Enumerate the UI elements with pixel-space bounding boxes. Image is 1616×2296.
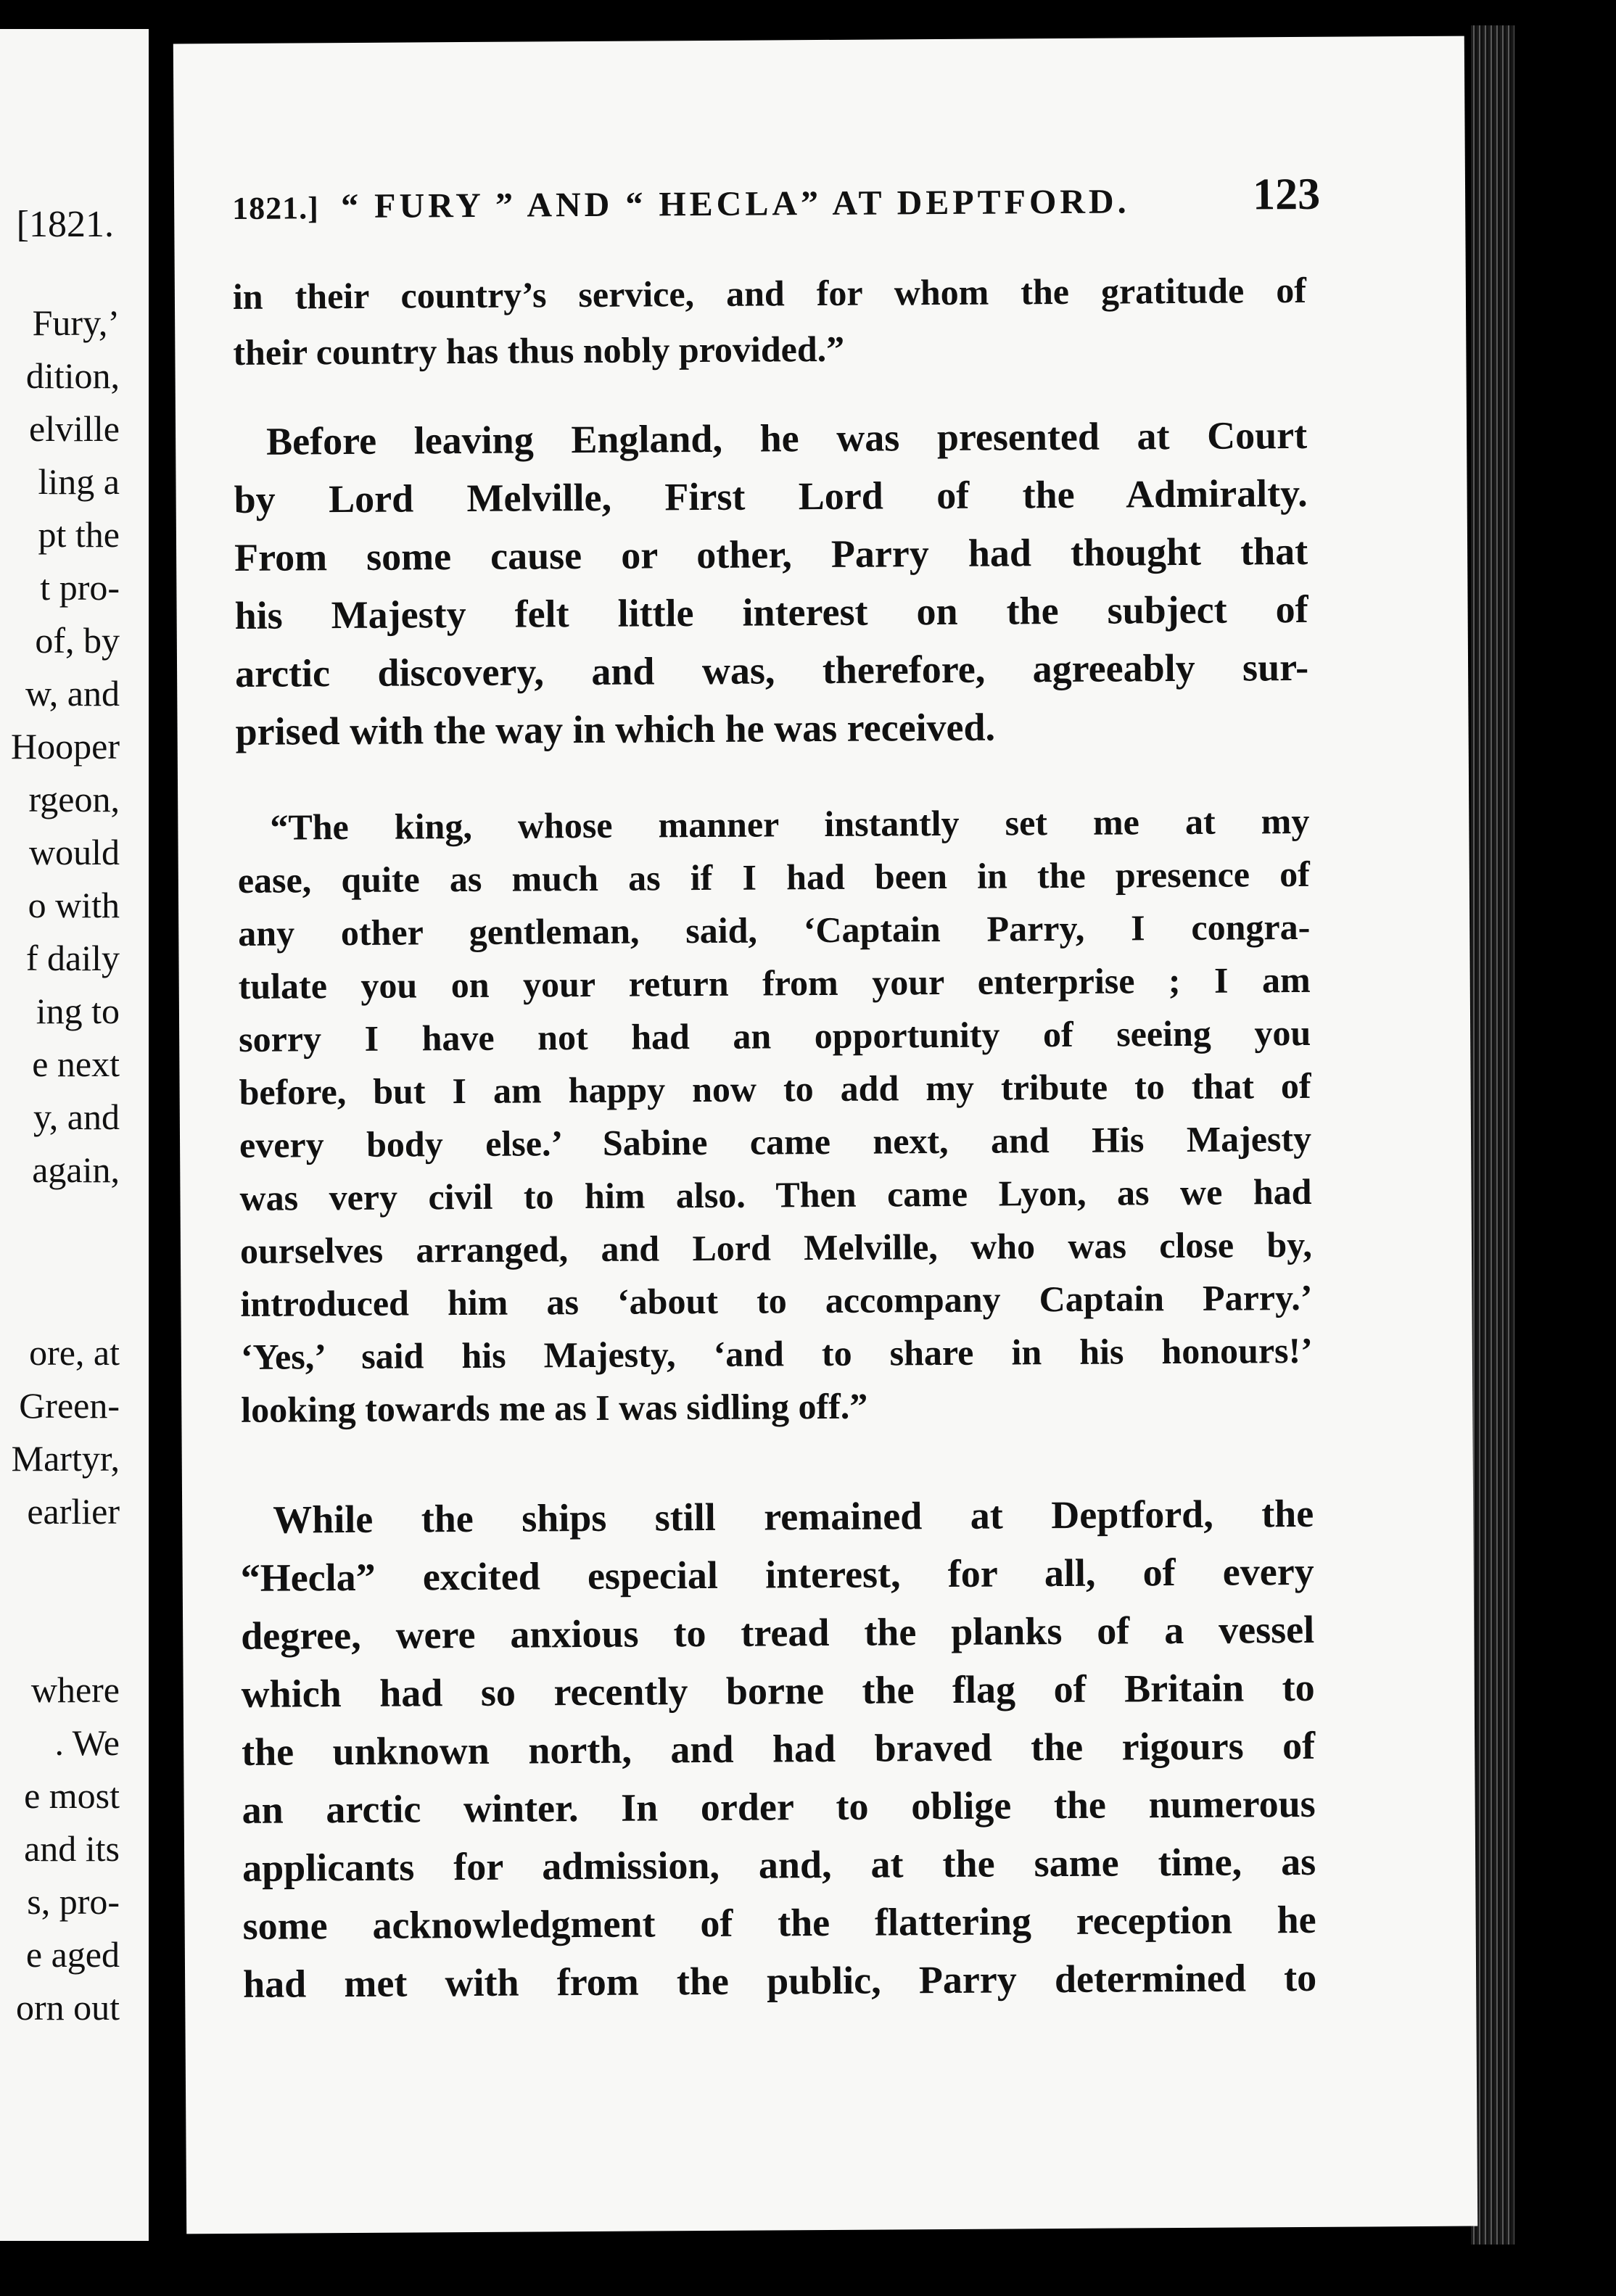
previous-page-line: f daily	[25, 938, 120, 978]
quote-line: every body else.’ Sabine came next, and His Majesty	[239, 1118, 1312, 1165]
text-line: the unknown north, and had braved the rigours of	[241, 1723, 1316, 1774]
previous-page-line: t pro-	[40, 567, 120, 608]
quote-line: “The king, whose manner instantly set me at my	[270, 800, 1310, 848]
quote-line: ‘Yes,’ said his Majesty, ‘and to share in his honours!’	[240, 1329, 1313, 1377]
previous-page-line: Martyr,	[11, 1438, 120, 1479]
previous-page-line: s, pro-	[27, 1881, 120, 1922]
text-line: Before leaving England, he was presented at Court	[265, 413, 1308, 463]
previous-page-line: Fury,’	[32, 302, 120, 343]
previous-page-line: y, and	[33, 1097, 120, 1137]
previous-page-line: pt the	[38, 514, 120, 555]
previous-page-header: [1821.	[16, 204, 114, 245]
text-line: applicants for admission, and, at the same time, as	[242, 1839, 1316, 1890]
header-year: 1821.]	[232, 190, 319, 226]
previous-page-fragment	[0, 29, 149, 2241]
previous-page-line: again,	[32, 1149, 120, 1190]
page-number: 123	[1252, 169, 1321, 220]
text-line: which had so recently borne the flag of Britain to	[241, 1665, 1315, 1716]
previous-page-line: ling a	[38, 461, 120, 502]
previous-page-line: . We	[54, 1722, 120, 1763]
text-line: his Majesty felt little interest on the subject of	[234, 587, 1308, 637]
quote-line: was very civil to him also. Then came Lyon, as we had	[239, 1170, 1312, 1218]
book-page	[173, 36, 1477, 2234]
page-edges	[1471, 25, 1514, 2245]
quote-line: tulate you on your return from your enterprise ; I am	[238, 959, 1311, 1007]
previous-page-line: o with	[28, 885, 120, 925]
previous-page-line: e next	[32, 1044, 120, 1084]
text-line: While the ships still remained at Deptford, the	[273, 1491, 1314, 1542]
text-line: by Lord Melville, First Lord of the Admiralty.	[234, 471, 1308, 521]
quote-line: sorry I have not had an opportunity of seeing you	[239, 1012, 1311, 1060]
previous-page-line: Green-	[19, 1385, 120, 1426]
quote-line: ease, quite as much as if I had been in the presence of	[237, 853, 1310, 901]
text-line: arctic discovery, and was, therefore, agreeably sur-	[234, 645, 1309, 695]
text-line: an arctic winter. In order to oblige the numerous	[242, 1781, 1316, 1832]
previous-page-line: dition,	[25, 355, 120, 396]
previous-page-line: orn out	[15, 1987, 120, 2028]
previous-page-line: ore, at	[29, 1332, 120, 1373]
previous-page-line: w, and	[25, 673, 120, 714]
previous-page-line: elville	[29, 408, 120, 449]
text-line: degree, were anxious to tread the planks of a vessel	[241, 1607, 1315, 1658]
previous-page-line: Hooper	[11, 726, 120, 767]
text-line: some acknowledgment of the flattering reception he	[242, 1897, 1316, 1948]
previous-page-line: would	[29, 832, 120, 872]
quote-line: ourselves arranged, and Lord Melville, who was close by,	[239, 1223, 1313, 1271]
previous-page-line: earlier	[27, 1491, 120, 1532]
previous-page-line: e aged	[25, 1934, 120, 1975]
text-line: had met with from the public, Parry determined to	[242, 1955, 1317, 2006]
quote-line: introduced him as ‘about to accompany Captain Parry.’	[240, 1276, 1313, 1324]
text-line: in their country’s service, and for whom the gratitude of	[232, 269, 1307, 317]
text-line: From some cause or other, Parry had thought that	[234, 529, 1308, 579]
quote-line: before, but I am happy now to add my tribute to that of	[239, 1065, 1311, 1112]
text-line: prised with the way in which he was received.	[235, 705, 996, 753]
previous-page-line: of, by	[35, 620, 120, 661]
previous-page-line: ing to	[36, 991, 120, 1031]
previous-page-line: rgeon,	[28, 779, 120, 819]
running-header	[232, 168, 1320, 232]
quote-line: any other gentleman, said, ‘Captain Parry, I congra-	[238, 906, 1311, 954]
previous-page-line: and its	[24, 1828, 120, 1869]
text-line: their country has thus nobly provided.”	[233, 328, 845, 373]
quote-line: looking towards me as I was sidling off.”	[241, 1385, 868, 1430]
text-line: “Hecla” excited especial interest, for all, of every	[240, 1549, 1314, 1600]
previous-page-line: where	[30, 1669, 120, 1710]
header-title: “ FURY ” AND “ HECLA” AT DEPTFORD.	[341, 182, 1130, 226]
previous-page-line: e most	[24, 1775, 120, 1816]
